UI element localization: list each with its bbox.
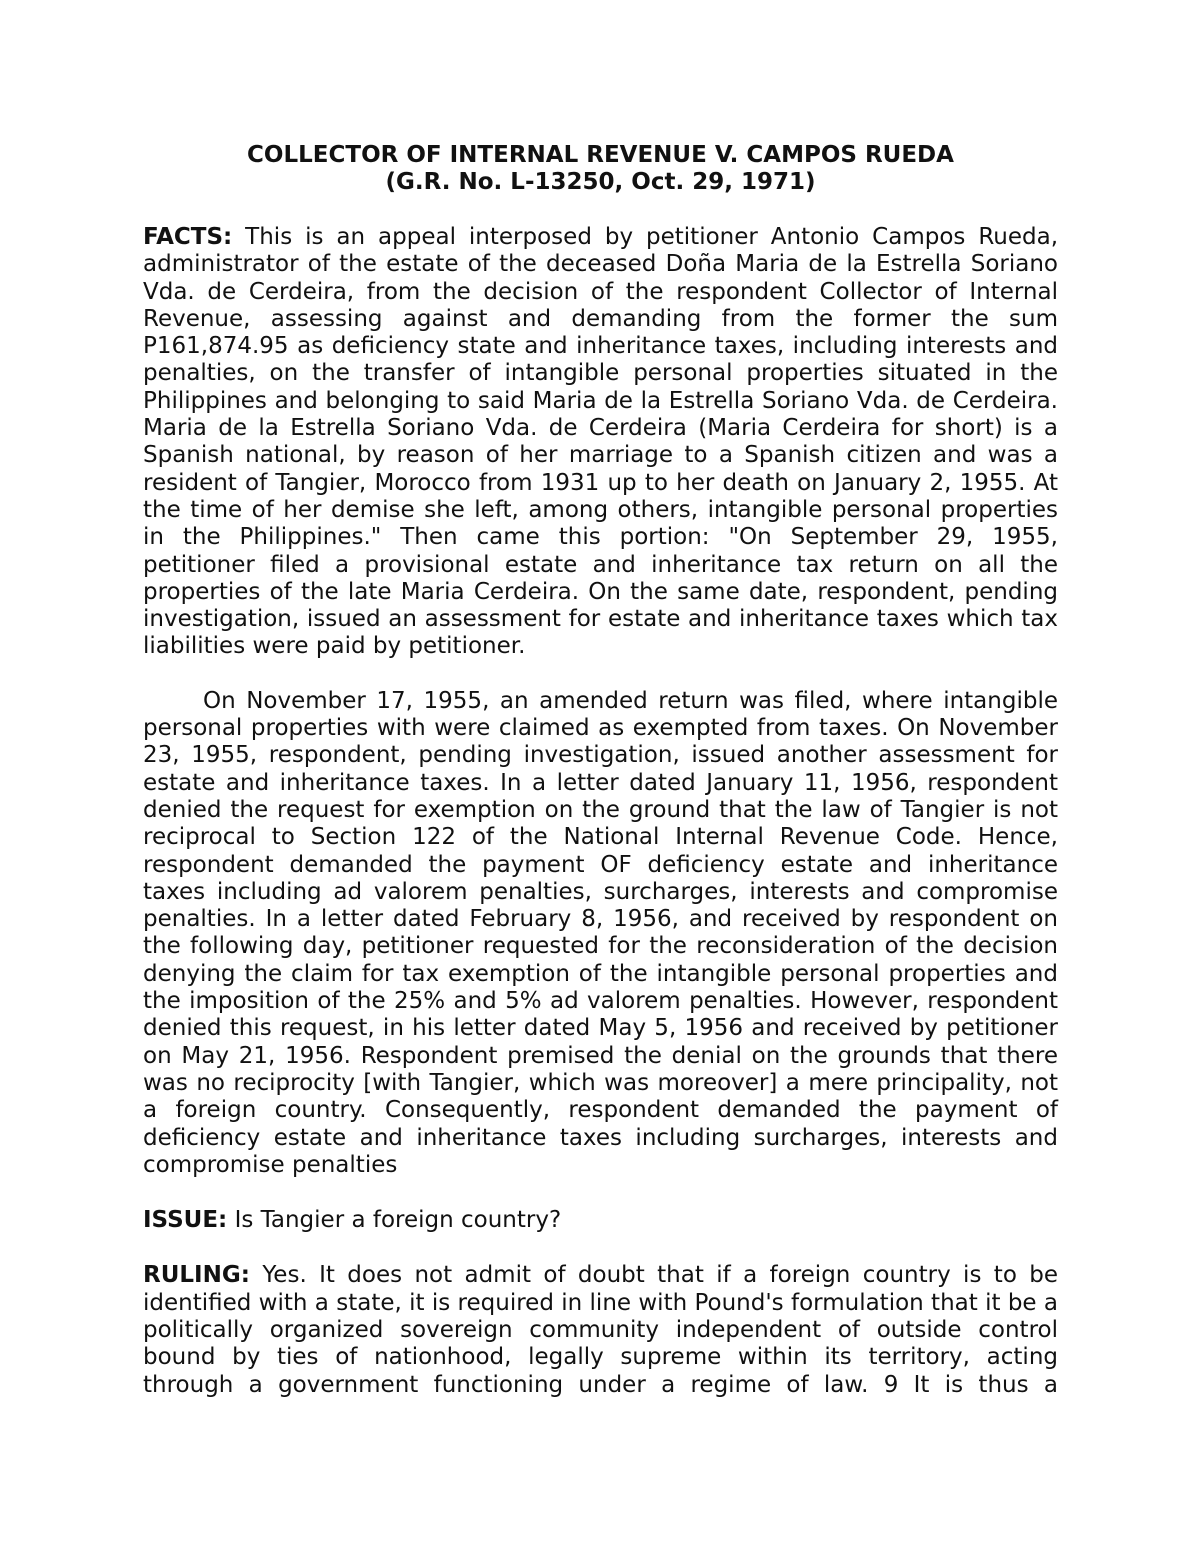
case-title-name: COLLECTOR OF INTERNAL REVENUE V. CAMPOS RUEDA — [247, 142, 954, 168]
facts-text: This is an appeal interposed by petitioner Antonio Campos Rueda, administrator of the estate of the deceased Doña Maria de la Estrella Soriano Vda. de Cerdeira, from the decision of the respondent Collector of Internal Revenue, assessing against and demanding from the former the sum P161,874.95 as deficiency state and inheritance taxes, including interests and penalties, on the transfer of intangible personal properties situated in the Philippines and belonging to said Maria de la Estrella Soriano Vda. de Cerdeira. Maria de la Estrella Soriano Vda. de Cerdeira (Maria Cerdeira for short) is a Spanish national, by reason of her marriage to a Spanish citizen and was a resident of Tangier, Morocco from 1931 up to her death on January 2, 1955. At the time of her demise she left, among others, intangible personal properties in the Philippines." Then came this portion: "On September 29, 1955, petitioner filed a provisional estate and inheritance tax return on all the properties of the late Maria Cerdeira. On the same date, respondent, pending investigation, issued an assessment for estate and inheritance taxes which tax liabilities were paid by petitioner. — [143, 224, 1059, 660]
document-page — [143, 142, 1058, 1399]
case-citation: (G.R. No. L-13250, Oct. 29, 1971) — [385, 169, 816, 195]
ruling-paragraph — [143, 1262, 1058, 1398]
facts-paragraph — [143, 224, 1058, 661]
ruling-label: RULING: — [143, 1262, 250, 1289]
issue-label: ISSUE: — [143, 1207, 228, 1234]
ruling-text: Yes. It does not admit of doubt that if a foreign country is to be identified with a state, it is required in line with Pound's formulation that it be a politically organized sovereign community independent of outside control bound by ties of nationhood, legally supreme within its territory, acting through a government functioning under a regime of law. 9 It is thus a — [143, 1262, 1059, 1398]
case-title — [143, 142, 1058, 196]
issue-text: Is Tangier a foreign country? — [234, 1207, 562, 1234]
issue-paragraph — [143, 1207, 1058, 1234]
facts-continued-paragraph: On November 17, 1955, an amended return was filed, where intangible personal properties with were claimed as exempted from taxes. On November 23, 1955, respondent, pending investigation, issued another assessment for estate and inheritance taxes. In a letter dated January 11, 1956, respondent denied the request for exemption on the ground that the law of Tangier is not reciprocal to Section 122 of the National Internal Revenue Code. Hence, respondent demanded the payment OF deficiency estate and inheritance taxes including ad valorem penalties, surcharges, interests and compromise penalties. In a letter dated February 8, 1956, and received by respondent on the following day, petitioner requested for the reconsideration of the decision denying the claim for tax exemption of the intangible personal properties and the imposition of the 25% and 5% ad valorem penalties. However, respondent denied this request, in his letter dated May 5, 1956 and received by petitioner on May 21, 1956. Respondent premised the denial on the grounds that there was no reciprocity [with Tangier, which was moreover] a mere principality, not a foreign country. Consequently, respondent demanded the payment of deficiency estate and inheritance taxes including surcharges, interests and compromise penalties — [143, 687, 1058, 1178]
facts-label: FACTS: — [143, 224, 233, 250]
